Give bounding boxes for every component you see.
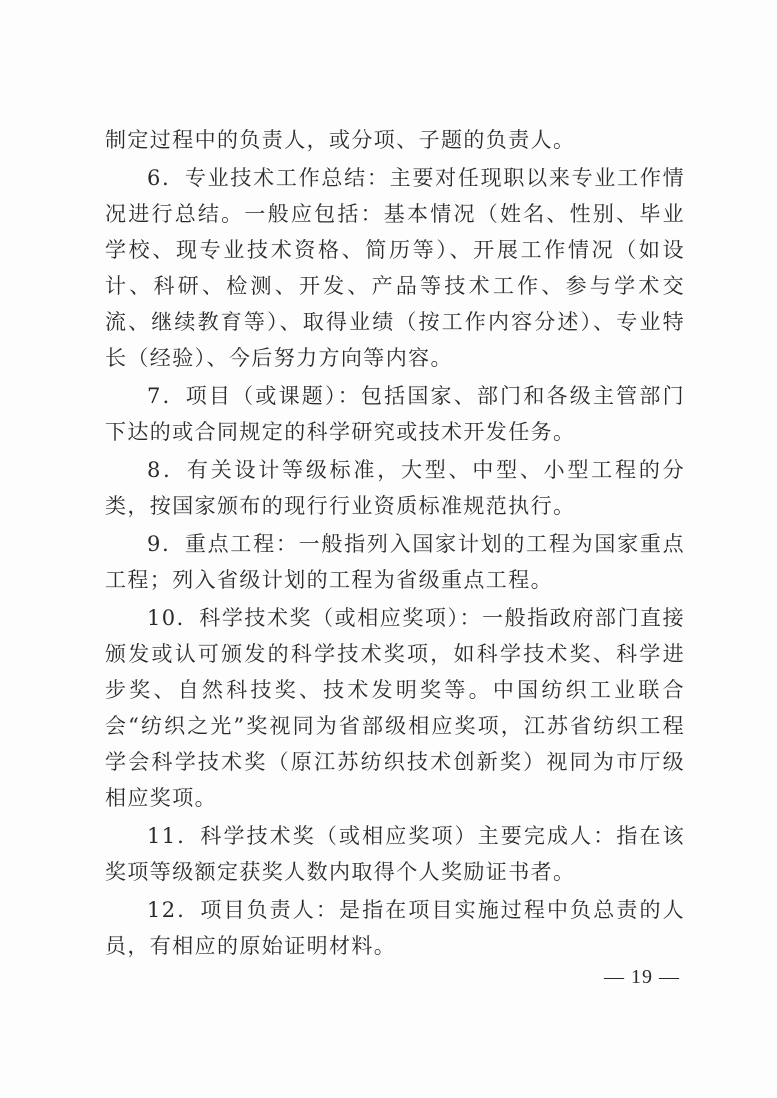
page-number: — 19 —	[604, 966, 680, 988]
paragraph-item-11: 11．科学技术奖（或相应奖项）主要完成人：指在该奖项等级额定获奖人数内取得个人奖励证书者。	[105, 824, 685, 884]
paragraph-item-7: 7．项目（或课题）：包括国家、部门和各级主管部门下达的或合同规定的科学研究或技术开发任务。	[105, 384, 685, 444]
paragraph-item-6: 6．专业技术工作总结：主要对任现职以来专业工作情况进行总结。一般应包括：基本情况（姓名、性别、毕业学校、现专业技术资格、简历等）、开展工作情况（如设计、科研、检测、开发、产品等技术工作、参与学术交流、继续教育等）、取得业绩（按工作内容分述）、专业特长（经验）、今后努力方向等内容。	[105, 166, 685, 370]
document-body	[105, 122, 685, 966]
paragraph-item-8: 8．有关设计等级标准，大型、中型、小型工程的分类，按国家颁布的现行行业资质标准规范执行。	[105, 458, 685, 518]
paragraph-item-12: 12．项目负责人：是指在项目实施过程中负总责的人员，有相应的原始证明材料。	[105, 898, 685, 958]
paragraph-item-9: 9．重点工程：一般指列入国家计划的工程为国家重点工程；列入省级计划的工程为省级重点工程。	[105, 532, 685, 592]
paragraph-item-10: 10．科学技术奖（或相应奖项）：一般指政府部门直接颁发或认可颁发的科学技术奖项，如科学技术奖、科学进步奖、自然科技奖、技术发明奖等。中国纺织工业联合会“纺织之光”奖视同为省部级相应奖项，江苏省纺织工程学会科学技术奖（原江苏纺织技术创新奖）视同为市厅级相应奖项。	[105, 606, 685, 810]
paragraph-continuation: 制定过程中的负责人，或分项、子题的负责人。	[105, 128, 576, 152]
